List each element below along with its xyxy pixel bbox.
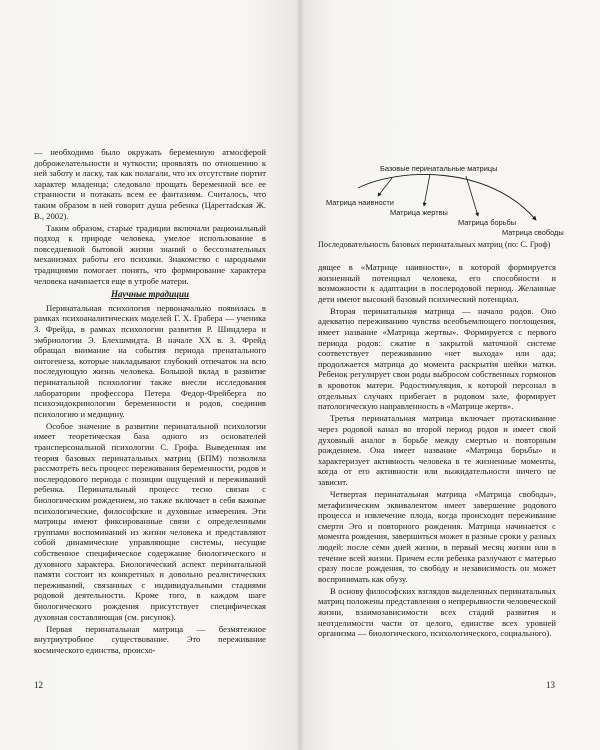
diagram-arrow	[424, 174, 430, 206]
diagram-branch-label: Матрица свободы	[502, 228, 564, 237]
diagram-branch-label: Матрица жертвы	[390, 208, 448, 217]
paragraph: Третья перинатальная матрица включает протаскивание через родовой канал во второй период родов и имеет свой духовный аналог в борьбе между смертью и повторным рождением. Она имеет название «Матрица борьбы» и характеризует активность человека в те жизненные моменты, когда от его активности или выжидательности ничего не зависит.	[318, 413, 556, 487]
paragraph: Четвертая перинатальная матрица «Матрица свободы», метафизическим эквивалентом имеет завершение родового процесса и извлечение плода, когда происходит переживание смерти Эго и повторного рождения. Матрица начинается с момента рождения, завершиться может в разные сроки у разных людей: после семи дней жизни, в первый месяц жизни или в течение всей жизни. Причем если ребенка разлучают с матерью сразу после рождения, то свободу и независимость он может воспринимать как обузу.	[318, 488, 556, 584]
paragraph: Особое значение в развитии перинатальной психологии имеет теоретическая база одного из основателей трансперсональной психологии С. Грофа. Выведенная им теория базовых перинатальных матриц (БПМ) позволила рассмотреть весь процесс переживания беременности, родов и послеродового периода с позиции ощущений и переживаний ребенка. Перинатальный процесс тесно связан с биологическим рождением, но также включает в себя важные психологические, философские и духовные измерения. Эти матрицы имеют фиксированные связи с определенными группами воспоминаний из жизни человека и представляют собой динамические управляющие системы, несущие собственное специфическое содержание биологического и духовного характера. Биологический аспект перинатальной памяти состоит из конкретных и довольно реалистических переживаний, связанных с индивидуальными стадиями родовой деятельности. Кроме того, в каждом шаге биологического рождения присутствует специфическая духовная составляющая (см. рисунок).	[34, 420, 266, 622]
diagram-branch-label: Матрица борьбы	[458, 218, 517, 227]
paragraph: Перинатальная психология первоначально появилась в рамках психоаналитических моделей Г. Х. Грабера — ученика З. Фрейда, в рамках психологии развития Р. Шиндлера и эмбриологии Э. Блехшмидта. В начале XX в. З. Фрейд обращал внимание на события периода пренатального онтогенеза, которые накладывают глубокий отпечаток на всю последующую жизнь человека. Большой вклад в развитие перинатальной психологии также внесли исследования лаборатории профессора Петера Федор-Фрейберга по психоэндокринологии беременности и родов, соединив психологию и медицину.	[34, 302, 266, 419]
diagram-root-label: Базовые перинатальные матрицы	[380, 164, 498, 173]
book-gutter	[296, 0, 304, 750]
section-heading: Научные традиции	[110, 289, 190, 300]
page-number: 12	[34, 680, 43, 690]
paragraph: Вторая перинатальная матрица — начало родов. Оно адекватно переживанию чувства всеобъемлющего поглощения, имеет название «Матрица жертвы». Формируется с первого периода родов: сжатие в закрытой маточной системе соответствует переживанию «нет выхода» или ада; продолжается матрица до момента раскрытия шейки матки. Ребенок регулирует свои роды выбросом собственных гормонов в кровоток матери. Родостимуляция, к которой персонал в отдельных случаях прибегает в родовом зале, формирует патологическую направленность в «Матрице жертв».	[318, 305, 556, 412]
paragraph: Первая перинатальная матрица — безмятежное внутриутробное существование. Это переживание космического единства, происхо-	[34, 623, 266, 655]
matrix-diagram	[318, 150, 564, 245]
paragraph: В основу философских взглядов выделенных перинатальных матриц положены представления о непрерывности человеческой жизни, взаимозависимости всех стадий развития и неотделимости части от целого, единстве всех уровней организма — биологического, психологического, социального).	[318, 585, 556, 639]
right-text-column	[318, 262, 556, 640]
page-number: 13	[546, 680, 555, 690]
diagram-arrows	[318, 150, 556, 235]
paragraph: дящее в «Матрице наивности», в которой формируется жизненный потенциал человека, его способности и возможности к адаптации в послеродовой период. Желанные дети имеют высокий базовый психический потенциал.	[318, 262, 556, 304]
paragraph: — необходимо было окружать беременную атмосферой доброжелательности и чуткости; проявлять по отношению к ней заботу и ласку, так как полагали, что их отсутствие портит характер младенца; следовало прощать беременной все ее странности и потакать всем ее фантазиям. Считалось, что таким образом в ней говорит душа ребенка (Царегradская Ж. В., 2002).	[34, 147, 266, 221]
left-text-column	[34, 147, 266, 657]
figure-caption: Последовательность базовых перинатальных матриц (по: С. Гроф)	[318, 240, 551, 249]
diagram-arrow	[378, 178, 392, 196]
diagram-branch-label: Матрица наивности	[326, 198, 394, 207]
paragraph: Таким образом, старые традиции включали рациональный подход к природе человека, умелое использование в повседневной бытовой жизни знаний о бессознательных механизмах работы его психики. Знакомство с народными традициями помогает понять, что формирование характера человека начинается еще в утробе матери.	[34, 222, 266, 286]
